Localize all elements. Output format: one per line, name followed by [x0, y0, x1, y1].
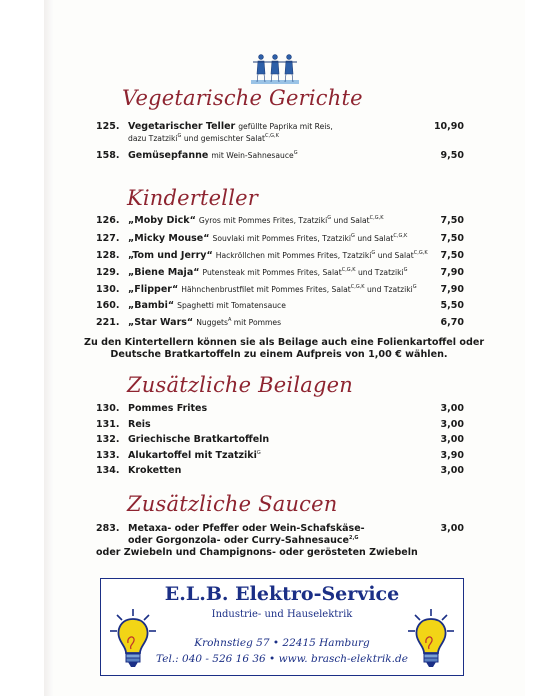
- item-description: [128, 450, 398, 462]
- item-name: Vegetarischer Teller: [128, 121, 236, 132]
- lightbulb-icon: [405, 607, 457, 671]
- item-extra: Souvlaki mit Pommes Frites, Tzatziki: [212, 234, 352, 243]
- item-number: 127.: [96, 233, 120, 244]
- note-line: Zu den Kintertellern können sie als Beilage auch eine Folienkartoffel oder: [84, 337, 485, 348]
- sauce-line: Metaxa- oder Pfeffer oder Wein-Schafskäse-: [128, 523, 365, 534]
- allergen-note: G: [351, 233, 355, 239]
- item-number: 130.: [96, 284, 120, 295]
- section-title-sauces: Zusätzliche Saucen: [127, 492, 338, 516]
- allergen-note: G: [256, 450, 261, 456]
- kids-side-note: [84, 337, 485, 361]
- item-number: 132.: [96, 434, 120, 445]
- sauce-line: oder Zwiebeln und Champignons- oder gerösteten Zwiebeln: [96, 547, 418, 558]
- allergen-note: G: [177, 133, 182, 139]
- item-description: [128, 465, 398, 477]
- allergen-note: G: [293, 150, 298, 156]
- dancers-logo-icon: [249, 52, 301, 88]
- allergen-note: A: [227, 317, 232, 323]
- ad-contact: Tel.: 040 - 526 16 36 • www. brasch-elektrik.de: [156, 653, 408, 665]
- item-extra: und gemischter Salat: [181, 134, 266, 143]
- note-line: Deutsche Bratkartoffeln zu einem Aufpreis von 1,00 € wählen.: [110, 349, 448, 360]
- item-number: 129.: [96, 267, 120, 278]
- item-description: [128, 267, 428, 279]
- item-extra: und Salat: [331, 216, 370, 225]
- allergen-note: 2,G: [348, 535, 359, 541]
- item-extra: und Tzatziki: [355, 268, 404, 277]
- item-extra: gefüllte Paprika mit Reis,: [238, 122, 333, 131]
- item-extra: Putensteak mit Pommes Frites, Salat: [202, 268, 342, 277]
- item-price: 3,00: [440, 523, 464, 534]
- item-number: 283.: [96, 523, 120, 534]
- allergen-note: C,G,K: [393, 233, 408, 239]
- advertisement-box: [100, 578, 464, 676]
- item-extra: Gyros mit Pommes Frites, Tzatziki: [198, 216, 328, 225]
- item-price: 6,70: [440, 317, 464, 328]
- item-price: 10,90: [433, 121, 464, 132]
- menu-item: [96, 523, 468, 563]
- item-price: 3,90: [440, 450, 464, 461]
- item-number: 221.: [96, 317, 120, 328]
- item-description: [128, 317, 428, 329]
- item-name: „Micky Mouse“: [128, 233, 210, 244]
- item-name: Alukartoffel mit Tzatziki: [128, 450, 257, 461]
- item-number: 128.: [96, 250, 120, 261]
- item-number: 125.: [96, 121, 120, 132]
- section-title-kids: Kinderteller: [127, 186, 259, 210]
- allergen-note: C,G,K: [369, 215, 384, 221]
- item-price: 7,50: [440, 215, 464, 226]
- allergen-note: C,G,K: [341, 267, 356, 273]
- item-extra: und Salat: [375, 251, 414, 260]
- item-price: 7,50: [440, 233, 464, 244]
- item-name: Griechische Bratkartoffeln: [128, 434, 270, 445]
- item-description: [128, 300, 428, 312]
- item-price: 9,50: [440, 150, 464, 161]
- lightbulb-icon: [107, 607, 159, 671]
- section-title-sides: Zusätzliche Beilagen: [127, 373, 353, 397]
- ad-address: Krohnstieg 57 • 22415 Hamburg: [194, 637, 370, 649]
- item-number: 131.: [96, 419, 120, 430]
- item-name: „Tom und Jerry“: [128, 250, 213, 261]
- allergen-note: C,G,K: [265, 133, 279, 139]
- item-name: Kroketten: [128, 465, 182, 476]
- item-description: [128, 150, 398, 162]
- item-extra: Spaghetti mit Tomatensauce: [177, 301, 286, 310]
- item-description: [128, 434, 398, 446]
- allergen-note: G: [371, 250, 376, 256]
- item-extra: Nuggets: [196, 318, 228, 327]
- allergen-note: G: [327, 215, 332, 221]
- item-extra: dazu Tzatziki: [128, 134, 178, 143]
- item-description: [128, 215, 428, 227]
- item-price: 3,00: [440, 465, 464, 476]
- item-name: Reis: [128, 419, 151, 430]
- item-price: 3,00: [440, 434, 464, 445]
- item-price: 3,00: [440, 403, 464, 414]
- item-extra: und Tzatziki: [364, 285, 413, 294]
- item-price: 5,50: [440, 300, 464, 311]
- sauce-line-text: oder Gorgonzola- oder Curry-Sahnesauce: [128, 535, 349, 546]
- item-price: 7,90: [440, 284, 464, 295]
- item-name: Gemüsepfanne: [128, 150, 209, 161]
- item-extra: und Salat: [354, 234, 394, 243]
- allergen-note: G: [403, 267, 408, 273]
- allergen-note: C,G,K: [350, 284, 365, 290]
- item-number: 133.: [96, 450, 120, 461]
- item-extra: Hackröllchen mit Pommes Frites, Tzatziki: [215, 251, 372, 260]
- item-number: 126.: [96, 215, 120, 226]
- item-number: 158.: [96, 150, 120, 161]
- sauce-line: [128, 535, 428, 547]
- item-name: „Moby Dick“: [128, 215, 196, 226]
- section-title-vegetarian: Vegetarische Gerichte: [122, 86, 363, 110]
- item-description: [128, 419, 398, 431]
- item-extra: Hähnchenbrustfilet mit Pommes Frites, Salat: [181, 285, 351, 294]
- item-name: „Flipper“: [128, 284, 179, 295]
- item-number: 130.: [96, 403, 120, 414]
- allergen-note: G: [412, 284, 417, 290]
- item-name: „Bambi“: [128, 300, 175, 311]
- item-name: Pommes Frites: [128, 403, 208, 414]
- ad-subtitle: Industrie- und Hauselektrik: [211, 609, 353, 620]
- item-name: „Biene Maja“: [128, 267, 200, 278]
- item-number: 160.: [96, 300, 120, 311]
- item-number: 134.: [96, 465, 120, 476]
- item-description: [128, 523, 428, 547]
- allergen-note: C,G,K: [413, 250, 428, 256]
- item-description: [128, 403, 398, 415]
- item-description: [128, 250, 438, 262]
- item-extra: mit Pommes: [231, 318, 282, 327]
- item-description: [128, 121, 398, 145]
- item-description: [128, 284, 438, 296]
- ad-title: E.L.B. Elektro-Service: [164, 583, 400, 605]
- item-name: „Star Wars“: [128, 317, 194, 328]
- item-price: 3,00: [440, 419, 464, 430]
- item-description: [128, 233, 428, 245]
- item-price: 7,90: [440, 267, 464, 278]
- item-extra: mit Wein-Sahnesauce: [211, 151, 294, 160]
- item-price: 7,50: [440, 250, 464, 261]
